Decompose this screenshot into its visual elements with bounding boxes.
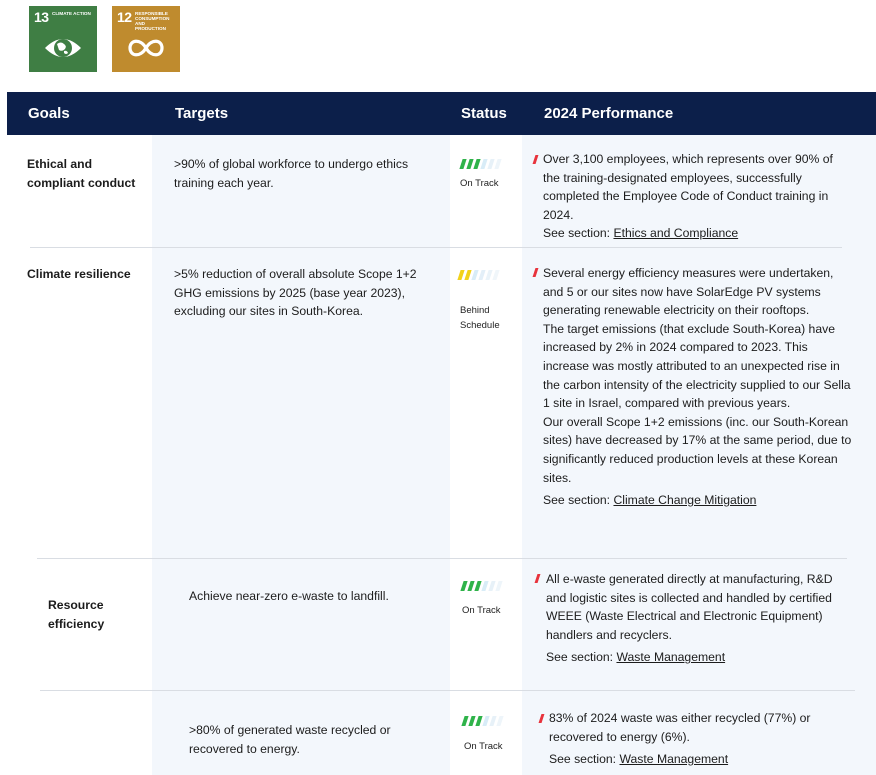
status-on-track-bars-icon [463,716,511,726]
row-divider [30,247,842,248]
header-status: Status [461,105,507,122]
eye-globe-icon [43,34,83,62]
header-targets: Targets [175,105,229,122]
link-climate-change-mitigation[interactable]: Climate Change Mitigation [613,493,757,508]
status-label: On Track [462,605,501,616]
row-divider [40,690,855,691]
performance-cell [543,264,853,510]
performance-paragraph: The target emissions (that exclude South-Korea) have increased by 2% in 2024 compared to 2023. This increase was mostly attributed to an unexpected rise in the carbon intensity of the electricity supplied to our Sella 1 site in Israel, compared with previous years. [543,321,851,411]
see-section-prefix: See section: [546,650,617,665]
goal-cell: Resource efficiency [48,598,105,631]
link-waste-management[interactable]: Waste Management [616,650,726,665]
sdg-caption: CLIMATE ACTION [52,11,91,16]
see-section-prefix: See section: [543,226,614,241]
table-header [7,92,876,135]
status-on-track-bars-icon [461,159,509,169]
target-cell: Achieve near-zero e-waste to landfill. [189,589,389,603]
performance-cell [549,709,849,769]
row-divider [37,558,847,559]
sdg-number: 13 [34,9,49,25]
status-on-track-bars-icon [462,581,510,591]
see-section-prefix: See section: [543,493,614,508]
goal-cell: Ethical and compliant conduct [27,157,136,190]
performance-paragraph: All e-waste generated directly at manufacturing, R&D and logistic sites is collected and handled by certified WEEE (Waste Electrical and Electronic Equipment) handlers and recyclers. [546,572,833,642]
header-goals: Goals [28,105,70,122]
sdg-number: 12 [117,9,132,25]
status-behind-schedule-bars-icon [459,270,507,280]
see-section-line [543,224,853,243]
performance-paragraph: 83% of 2024 waste was either recycled (77%) or recovered to energy (6%). [549,711,811,744]
performance-paragraph: Our overall Scope 1+2 emissions (inc. our South-Korean sites) have decreased by 17% at the same period, due to significantly reduced production levels at these Korean sites. [543,414,852,485]
see-section-line [549,750,849,769]
see-section-line [546,648,856,667]
infinity-icon [126,34,166,62]
performance-cell [543,150,853,243]
sdg-caption: RESPONSIBLE CONSUMPTION AND PRODUCTION [135,11,170,31]
link-ethics-and-compliance[interactable]: Ethics and Compliance [613,226,739,241]
target-cell: >5% reduction of overall absolute Scope 1+2 GHG emissions by 2025 (base year 2023), excluding our sites in South-Korea. [174,267,417,319]
status-label: Behind Schedule [460,305,500,331]
see-section-line [543,491,853,510]
target-cell: >80% of generated waste recycled or recovered to energy. [189,723,391,756]
targets-column-bg [152,135,450,775]
goal-cell: Climate resilience [27,267,131,281]
target-cell: >90% of global workforce to undergo ethics training each year. [174,157,409,190]
sdg-12-responsible-consumption-icon [112,6,180,72]
performance-paragraph: Several energy efficiency measures were undertaken, and 5 or our sites now have SolarEdge PV systems generating renewable electricity on their rooftops. [543,266,834,318]
sdg-13-climate-action-icon [29,6,97,72]
status-label: On Track [460,178,499,189]
see-section-prefix: See section: [549,752,620,767]
link-waste-management[interactable]: Waste Management [619,752,729,767]
performance-cell [546,570,856,667]
performance-paragraph: Over 3,100 employees, which represents over 90% of the training-designated employees, successfully completed the Employee Code of Conduct training in 2024. [543,152,833,222]
header-performance: 2024 Performance [544,105,674,122]
status-label: On Track [464,741,503,752]
